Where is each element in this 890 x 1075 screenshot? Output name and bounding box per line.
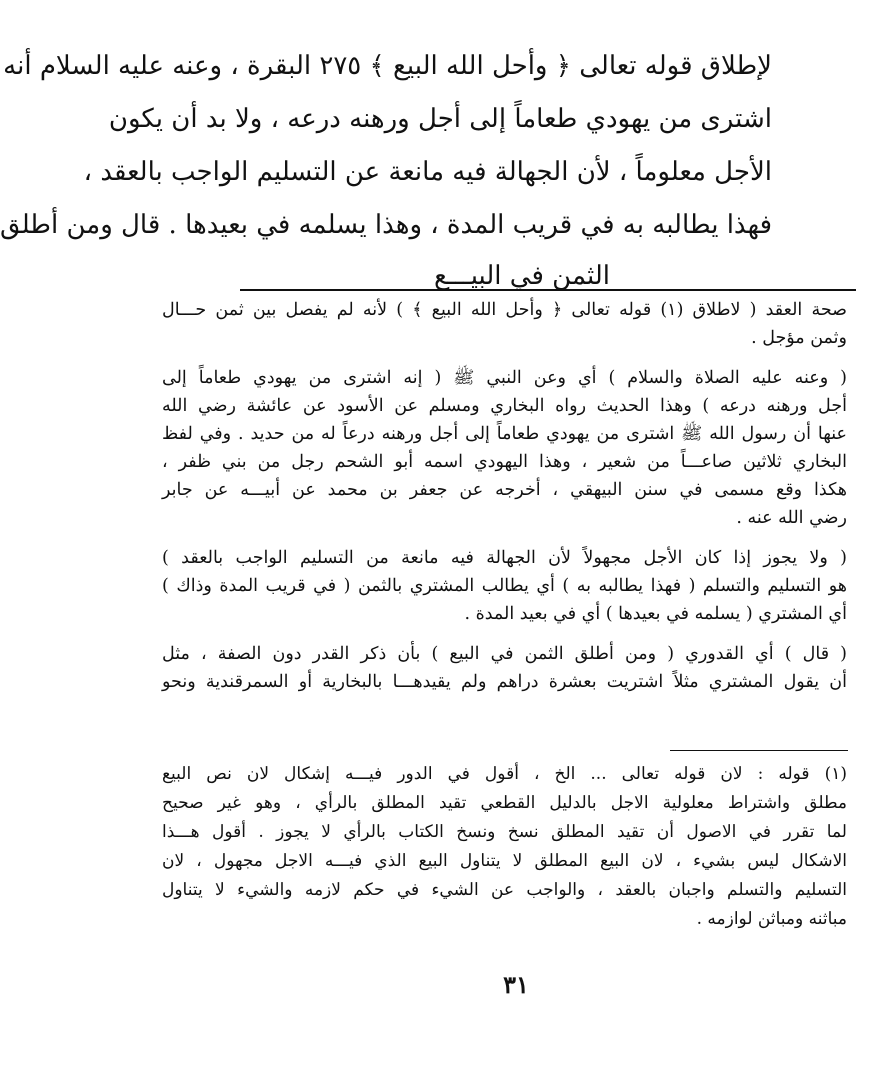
commentary-paragraph: [162, 296, 847, 352]
commentary-line: أي المشتري ( يسلمه في بعيدها ) أي في بعيد المدة .: [464, 604, 847, 624]
commentary-line: ( وعنه عليه الصلاة والسلام ) أي وعن النبي ﷺ ( إنه اشترى من يهودي طعاماً إلى: [162, 368, 847, 388]
commentary-line: رضي الله عنه .: [736, 508, 847, 528]
footnote-line: الاشكال ليس بشيء ، لان البيع المطلق لا يتناول البيع الذي فيـــه الاجل مجهول ، لان: [162, 851, 847, 871]
commentary-line: هو التسليم والتسلم ( فهذا يطالبه به ) أي يطالب المشتري بالثمن ( في قريب المدة وذاك ): [162, 576, 847, 596]
commentary-line: هكذا وقع مسمى في سنن البيهقي ، أخرجه عن جعفر بن محمد عن أبيـــه عن جابر: [162, 480, 847, 500]
page-number: ٣١: [503, 970, 529, 999]
commentary-line: وثمن مؤجل .: [751, 328, 847, 348]
footnote-line: (١) قوله : لان قوله تعالى ... الخ ، أقول في الدور فيـــه إشكال لان نص البيع: [162, 764, 847, 784]
commentary-block: [162, 296, 847, 696]
commentary-line: أجل ورهنه درعه ) وهذا الحديث رواه البخاري ومسلم عن الأسود عن عائشة رضي الله: [162, 396, 847, 416]
main-text-line: فهذا يطالبه به في قريب المدة ، وهذا يسلمه في بعيدها . قال ومن أطلق: [0, 210, 772, 240]
footnotes-block: [162, 760, 847, 934]
main-text-line: الأجل معلوماً ، لأن الجهالة فيه مانعة عن التسليم الواجب بالعقد ،: [83, 157, 772, 187]
main-text-line: لإطلاق قوله تعالى ﴿ وأحل الله البيع ﴾ ٢٧٥ البقرة ، وعنه عليه السلام أنه: [3, 51, 772, 81]
main-text-divider: [240, 289, 856, 291]
main-text-line: الثمن في البيـــع: [434, 261, 610, 291]
footnote-line: مباثنه ومباثن لوازمه .: [696, 909, 847, 929]
main-text-line: اشترى من يهودي طعاماً إلى أجل ورهنه درعه ، ولا بد أن يكون: [108, 104, 772, 134]
commentary-line: ( قال ) أي القدوري ( ومن أطلق الثمن في البيع ) بأن ذكر القدر دون الصفة ، مثل: [162, 644, 847, 664]
commentary-paragraph: [162, 544, 847, 628]
commentary-line: عنها أن رسول الله ﷺ اشترى من يهودي طعاماً إلى أجل ورهنه درعاً له من حديد . وفي لفظ: [162, 424, 847, 444]
footnote-divider: [670, 750, 848, 751]
footnote-line: التسليم والتسلم واجبان بالعقد ، والواجب عن الشيء في حكم لازمه والشيء لا يتناول: [162, 880, 847, 900]
footnote-line: لما تقرر في الاصول أن تقيد المطلق نسخ ونسخ الكتاب بالرأي لا يجوز . أقول هـــذا: [162, 822, 847, 842]
commentary-paragraph: [162, 364, 847, 532]
commentary-line: أن يقول المشتري مثلاً اشتريت بعشرة دراهم ولم يقيدهـــا بالبخارية أو السمرقندية ونحو: [162, 672, 847, 692]
commentary-line: ( ولا يجوز إذا كان الأجل مجهولاً لأن الجهالة فيه مانعة من التسليم الواجب بالعقد ): [162, 548, 847, 568]
commentary-line: صحة العقد ( لاطلاق (١) قوله تعالى ﴿ وأحل الله البيع ﴾ ) لأنه لم يفصل بين ثمن حـــال: [162, 300, 847, 320]
footnote-line: مطلق واشتراط معلولية الاجل بالدليل القطعي تقيد المطلق بالرأي ، وهو غير صحيح: [162, 793, 847, 813]
commentary-paragraph: [162, 640, 847, 696]
main-text-block: [0, 40, 772, 300]
commentary-line: البخاري ثلاثين صاعـــاً من شعير ، وهذا اليهودي اسمه أبو الشحم رجل من بني ظفر ،: [162, 452, 847, 472]
